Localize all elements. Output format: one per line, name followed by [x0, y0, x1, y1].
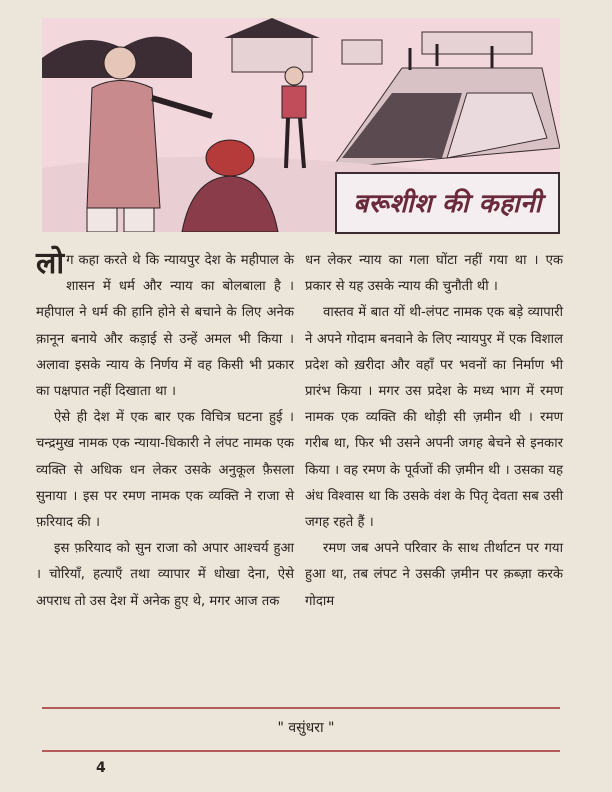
dropcap: लो [36, 246, 65, 281]
story-title-box [335, 172, 560, 234]
paragraph: ऐसे ही देश में एक बार एक विचित्र घटना हुई । चन्द्रमुख नामक एक न्याया-धिकारी ने लंपट नामक एक व्यक्ति से अधिक धन लेकर उसके अनुकूल फ़ैसला सुनाया । इस पर रमण नामक एक व्यक्ति ने राजा से फ़रियाद की । [36, 410, 294, 531]
paragraph: इस फ़रियाद को सुन राजा को अपार आश्चर्य हुआ । चोरियाँ, हत्याएँ तथा व्यापार में धोखा देना, ऐसे अपराध तो उस देश में अनेक हुए थे, मगर आज तक [36, 541, 294, 609]
paragraph: वास्तव में बात यों थी-लंपट नामक एक बड़े व्यापारी ने अपने गोदाम बनवाने के लिए न्यायपुर में एक विशाल प्रदेश को ख़रीदा और वहाँ पर भवनों का निर्माण भी प्रारंभ किया । मगर उस प्रदेश के मध्य भाग में रमण नामक एक व्यक्ति की थोड़ी सी ज़मीन थी । रमण गरीब था, फिर भी उसने अपनी जगह बेचने से इनकार किया । वह रमण के पूर्वजों की ज़मीन थी । उसका यह अंध विश्वास था कि उसके वंश के पितृ देवता सब उसी जगह रहते हैं । [305, 305, 563, 531]
footer-rule-bottom [42, 750, 560, 752]
paragraph [36, 248, 294, 405]
paragraph: रमण जब अपने परिवार के साथ तीर्थाटन पर गया हुआ था, तब लंपट ने उसकी ज़मीन पर क़ब्ज़ा करके गोदाम [305, 541, 563, 609]
page-number: 4 [96, 760, 106, 776]
paragraph-text: ग कहा करते थे कि न्यायपुर देश के महीपाल के शासन में धर्म और न्याय का बोलबाला है । महीपाल ने धर्म की हानि होने से बचाने के लिए अनेक क़ानून बनाये और कड़ाई से उन्हें अमल भी किया । अलावा इसके न्याय के निर्णय में वह किसी भी प्रकार का पक्षपात नहीं दिखाता था । [36, 253, 294, 400]
paragraph: धन लेकर न्याय का गला घोंटा नहीं गया था । एक प्रकार से यह उसके न्याय की चुनौती थी । [305, 253, 563, 295]
magazine-name: " वसुंधरा " [277, 720, 335, 736]
footer-rule-top [42, 707, 560, 709]
story-title: बरूशीश की कहानी [353, 189, 542, 219]
text-column-right [305, 248, 563, 615]
text-column-left [36, 248, 294, 615]
